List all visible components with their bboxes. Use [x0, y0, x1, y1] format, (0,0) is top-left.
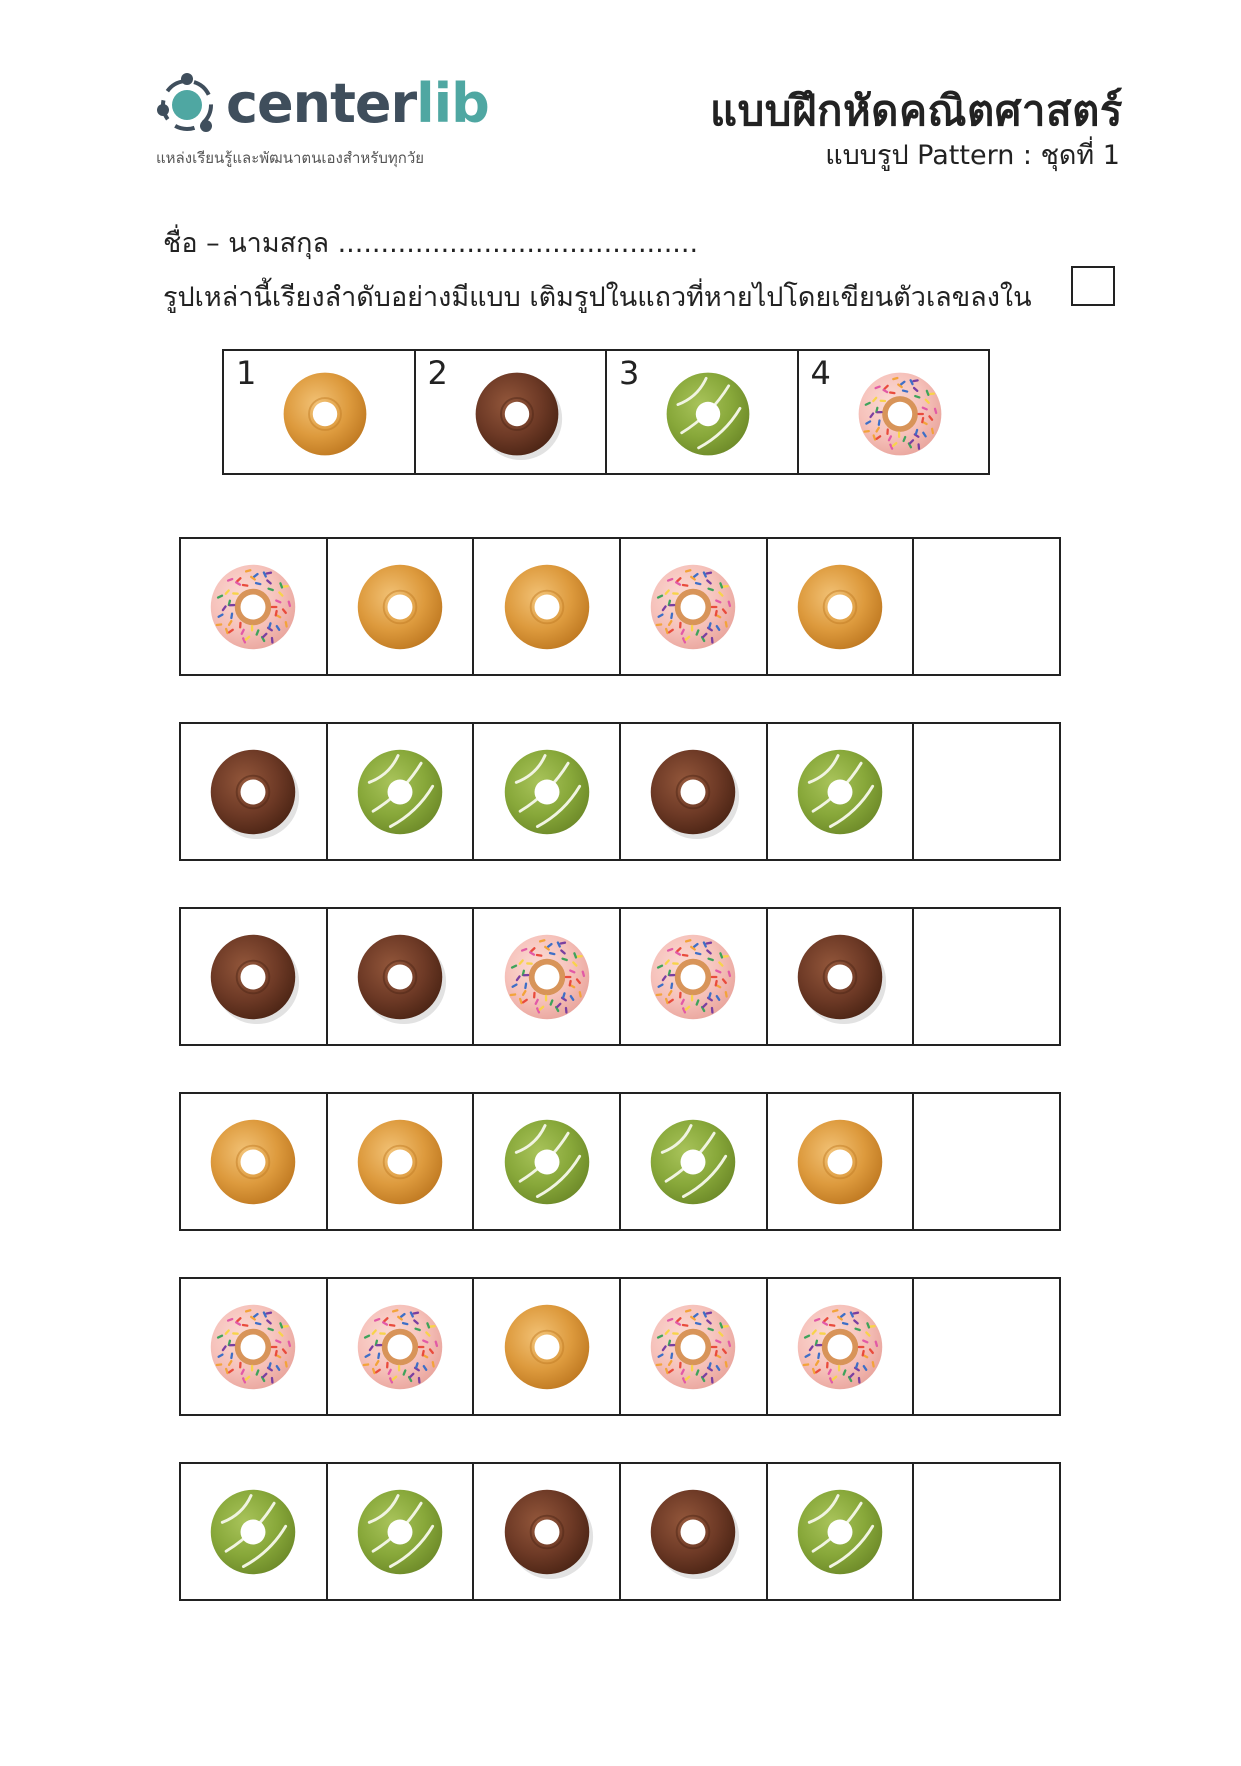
- pattern-cell: [768, 539, 915, 674]
- pattern-cell: [181, 1094, 328, 1229]
- matcha-donut-icon: [205, 1484, 301, 1580]
- logo-wordmark: [226, 74, 489, 134]
- pattern-cell: [768, 909, 915, 1044]
- glazed-donut-icon: [499, 1299, 595, 1395]
- chocolate-donut-icon: [645, 1484, 741, 1580]
- instruction-text: รูปเหล่านี้เรียงลำดับอย่างมีแบบ เติมรูปในแถวที่หายไปโดยเขียนตัวเลขลงใน: [163, 282, 1032, 313]
- page-subtitle: แบบรูป Pattern : ชุดที่ 1: [825, 140, 1120, 171]
- legend-number: 4: [810, 354, 831, 392]
- sprinkle-donut-icon: [352, 1299, 448, 1395]
- pattern-cell: [474, 1094, 621, 1229]
- matcha-donut-icon: [499, 744, 595, 840]
- glazed-donut-icon: [352, 1114, 448, 1210]
- chocolate-donut-icon: [792, 929, 888, 1025]
- sprinkle-donut-icon: [499, 929, 595, 1025]
- pattern-cell: [181, 1279, 328, 1414]
- pattern-row: [179, 722, 1061, 861]
- glazed-donut-icon: [792, 1114, 888, 1210]
- pattern-cell: [621, 724, 768, 859]
- pattern-row: [179, 1462, 1061, 1601]
- pattern-row: [179, 1092, 1061, 1231]
- pattern-cell: [474, 909, 621, 1044]
- name-line: ชื่อ – นามสกุล ..........................................: [163, 228, 699, 259]
- pattern-cell: [181, 724, 328, 859]
- pattern-cell: [474, 724, 621, 859]
- pattern-cell: [474, 1464, 621, 1599]
- answer-cell[interactable]: [914, 539, 1059, 674]
- pattern-cell: [768, 1464, 915, 1599]
- matcha-donut-icon: [499, 1114, 595, 1210]
- logo-mark-icon: [154, 72, 220, 138]
- pattern-cell: [181, 539, 328, 674]
- legend-number: 2: [427, 354, 448, 392]
- glazed-donut-icon: [278, 367, 372, 461]
- legend-item: [799, 351, 989, 473]
- sprinkle-donut-icon: [645, 559, 741, 655]
- answer-box-example: [1071, 266, 1115, 306]
- legend-item: [416, 351, 608, 473]
- pattern-cell: [328, 909, 475, 1044]
- pattern-cell: [621, 909, 768, 1044]
- logo: [154, 66, 514, 176]
- logo-wordmark-part1: center: [226, 72, 417, 135]
- matcha-donut-icon: [792, 744, 888, 840]
- pattern-cell: [328, 1279, 475, 1414]
- matcha-donut-icon: [792, 1484, 888, 1580]
- donut-legend: [222, 349, 990, 475]
- pattern-cell: [328, 1094, 475, 1229]
- page-title: แบบฝึกหัดคณิตศาสตร์: [710, 86, 1123, 135]
- pattern-cell: [621, 539, 768, 674]
- answer-cell[interactable]: [914, 1464, 1059, 1599]
- pattern-row: [179, 1277, 1061, 1416]
- matcha-donut-icon: [352, 1484, 448, 1580]
- sprinkle-donut-icon: [853, 367, 947, 461]
- glazed-donut-icon: [205, 1114, 301, 1210]
- chocolate-donut-icon: [470, 367, 564, 461]
- legend-item: [607, 351, 799, 473]
- pattern-cell: [181, 909, 328, 1044]
- glazed-donut-icon: [352, 559, 448, 655]
- pattern-cell: [474, 539, 621, 674]
- sprinkle-donut-icon: [205, 559, 301, 655]
- chocolate-donut-icon: [352, 929, 448, 1025]
- chocolate-donut-icon: [645, 744, 741, 840]
- answer-cell[interactable]: [914, 909, 1059, 1044]
- answer-cell[interactable]: [914, 1094, 1059, 1229]
- pattern-cell: [621, 1094, 768, 1229]
- sprinkle-donut-icon: [645, 929, 741, 1025]
- matcha-donut-icon: [352, 744, 448, 840]
- chocolate-donut-icon: [499, 1484, 595, 1580]
- pattern-cell: [621, 1279, 768, 1414]
- legend-number: 1: [236, 354, 257, 392]
- answer-cell[interactable]: [914, 1279, 1059, 1414]
- pattern-row: [179, 537, 1061, 676]
- matcha-donut-icon: [661, 367, 755, 461]
- logo-tagline: แหล่งเรียนรู้และพัฒนาตนเองสำหรับทุกวัย: [156, 149, 425, 167]
- sprinkle-donut-icon: [205, 1299, 301, 1395]
- pattern-cell: [768, 724, 915, 859]
- glazed-donut-icon: [792, 559, 888, 655]
- pattern-cell: [768, 1094, 915, 1229]
- chocolate-donut-icon: [205, 929, 301, 1025]
- pattern-cell: [768, 1279, 915, 1414]
- legend-number: 3: [619, 354, 640, 392]
- sprinkle-donut-icon: [645, 1299, 741, 1395]
- pattern-cell: [474, 1279, 621, 1414]
- sprinkle-donut-icon: [792, 1299, 888, 1395]
- pattern-row: [179, 907, 1061, 1046]
- pattern-cell: [621, 1464, 768, 1599]
- pattern-cell: [328, 539, 475, 674]
- answer-cell[interactable]: [914, 724, 1059, 859]
- logo-wordmark-part2: lib: [416, 72, 489, 135]
- pattern-cell: [328, 724, 475, 859]
- pattern-cell: [181, 1464, 328, 1599]
- chocolate-donut-icon: [205, 744, 301, 840]
- pattern-cell: [328, 1464, 475, 1599]
- glazed-donut-icon: [499, 559, 595, 655]
- legend-item: [224, 351, 416, 473]
- matcha-donut-icon: [645, 1114, 741, 1210]
